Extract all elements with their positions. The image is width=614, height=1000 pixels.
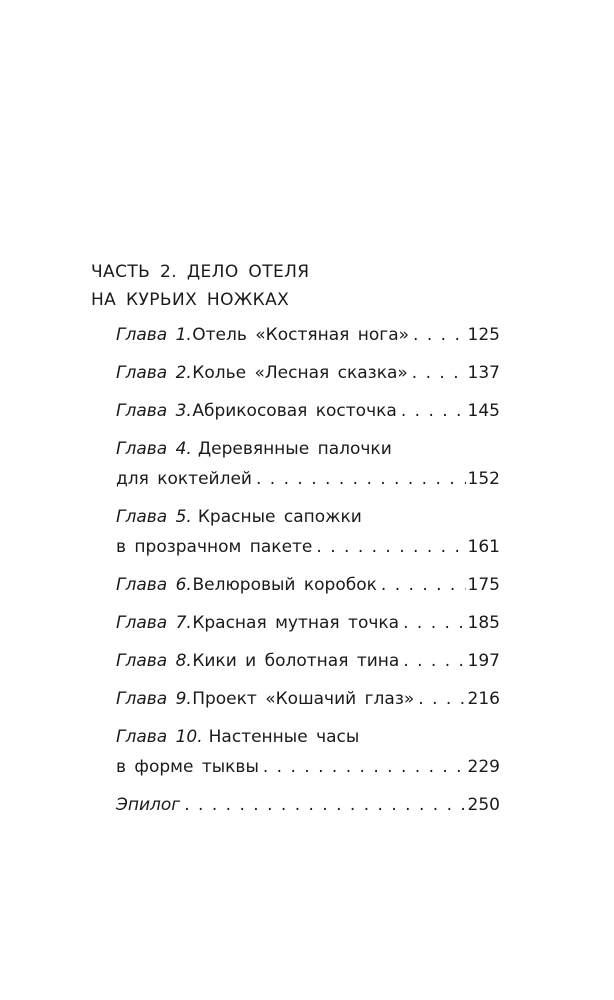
toc-entry-chapter-4[interactable] <box>116 434 500 494</box>
page-number: 185 <box>467 613 500 633</box>
chapter-label: Глава 3. <box>116 401 192 421</box>
chapter-label: Глава 9. <box>116 689 192 709</box>
toc-entry-chapter-2[interactable] <box>116 358 500 388</box>
chapter-title-line-2: в прозрачном пакете <box>116 537 313 557</box>
toc-entry-chapter-7[interactable] <box>116 608 500 638</box>
part-title-line-1: ЧАСТЬ 2. ДЕЛО ОТЕЛЯ <box>91 262 310 282</box>
leader-dots <box>403 646 465 676</box>
leader-dots <box>401 396 466 426</box>
page-number: 161 <box>467 537 500 557</box>
leader-dots <box>381 570 466 600</box>
toc-entry-chapter-8[interactable] <box>116 646 500 676</box>
leader-dots <box>413 320 466 350</box>
page-number: 175 <box>467 575 500 595</box>
leader-dots <box>263 752 466 782</box>
chapter-title: Отель «Костяная нога» <box>192 325 410 345</box>
toc-entry-epilogue[interactable] <box>116 790 500 820</box>
page-number: 229 <box>467 757 500 777</box>
leader-dots <box>412 358 466 388</box>
chapter-title: Проект «Кошачий глаз» <box>192 689 415 709</box>
page-number: 137 <box>467 363 500 383</box>
leader-dots <box>316 532 465 562</box>
chapter-title: Кики и болотная тина <box>192 651 400 671</box>
chapter-title: Велюровый коробок <box>192 575 377 595</box>
toc-entry-chapter-3[interactable] <box>116 396 500 426</box>
chapter-label: Глава 2. <box>116 363 192 383</box>
chapter-label: Глава 6. <box>116 575 192 595</box>
chapter-label: Глава 1. <box>116 325 192 345</box>
toc-entry-chapter-5[interactable] <box>116 502 500 562</box>
leader-dots <box>184 790 465 820</box>
chapter-title-line-1: Настенные часы <box>208 727 360 747</box>
chapter-label: Глава 4. <box>116 439 192 459</box>
chapter-title: Колье «Лесная сказка» <box>192 363 408 383</box>
toc-entry-chapter-10[interactable] <box>116 722 500 782</box>
chapter-title-line-2: в форме тыквы <box>116 757 259 777</box>
toc-entry-chapter-9[interactable] <box>116 684 500 714</box>
chapter-title-line-1: Красные сапожки <box>197 507 362 527</box>
page-number: 125 <box>467 325 500 345</box>
chapter-label: Глава 10. <box>116 727 203 747</box>
chapter-title: Красная мутная точка <box>192 613 400 633</box>
leader-dots <box>418 684 465 714</box>
table-of-contents <box>116 320 500 820</box>
leader-dots <box>256 464 466 494</box>
toc-entry-chapter-1[interactable] <box>116 320 500 350</box>
part-title <box>91 258 511 314</box>
page-number: 250 <box>467 795 500 815</box>
page-number: 152 <box>467 469 500 489</box>
page-number: 216 <box>467 689 500 709</box>
page-number: 145 <box>467 401 500 421</box>
page-number: 197 <box>467 651 500 671</box>
chapter-title-line-1: Деревянные палочки <box>197 439 392 459</box>
chapter-label: Глава 8. <box>116 651 192 671</box>
chapter-label: Глава 7. <box>116 613 192 633</box>
toc-entry-chapter-6[interactable] <box>116 570 500 600</box>
chapter-title-line-2: для коктейлей <box>116 469 252 489</box>
chapter-label: Глава 5. <box>116 507 192 527</box>
chapter-title: Абрикосовая косточка <box>192 401 397 421</box>
part-title-line-2: НА КУРЬИХ НОЖКАХ <box>91 290 290 310</box>
leader-dots <box>403 608 465 638</box>
epilogue-label: Эпилог <box>116 795 181 815</box>
